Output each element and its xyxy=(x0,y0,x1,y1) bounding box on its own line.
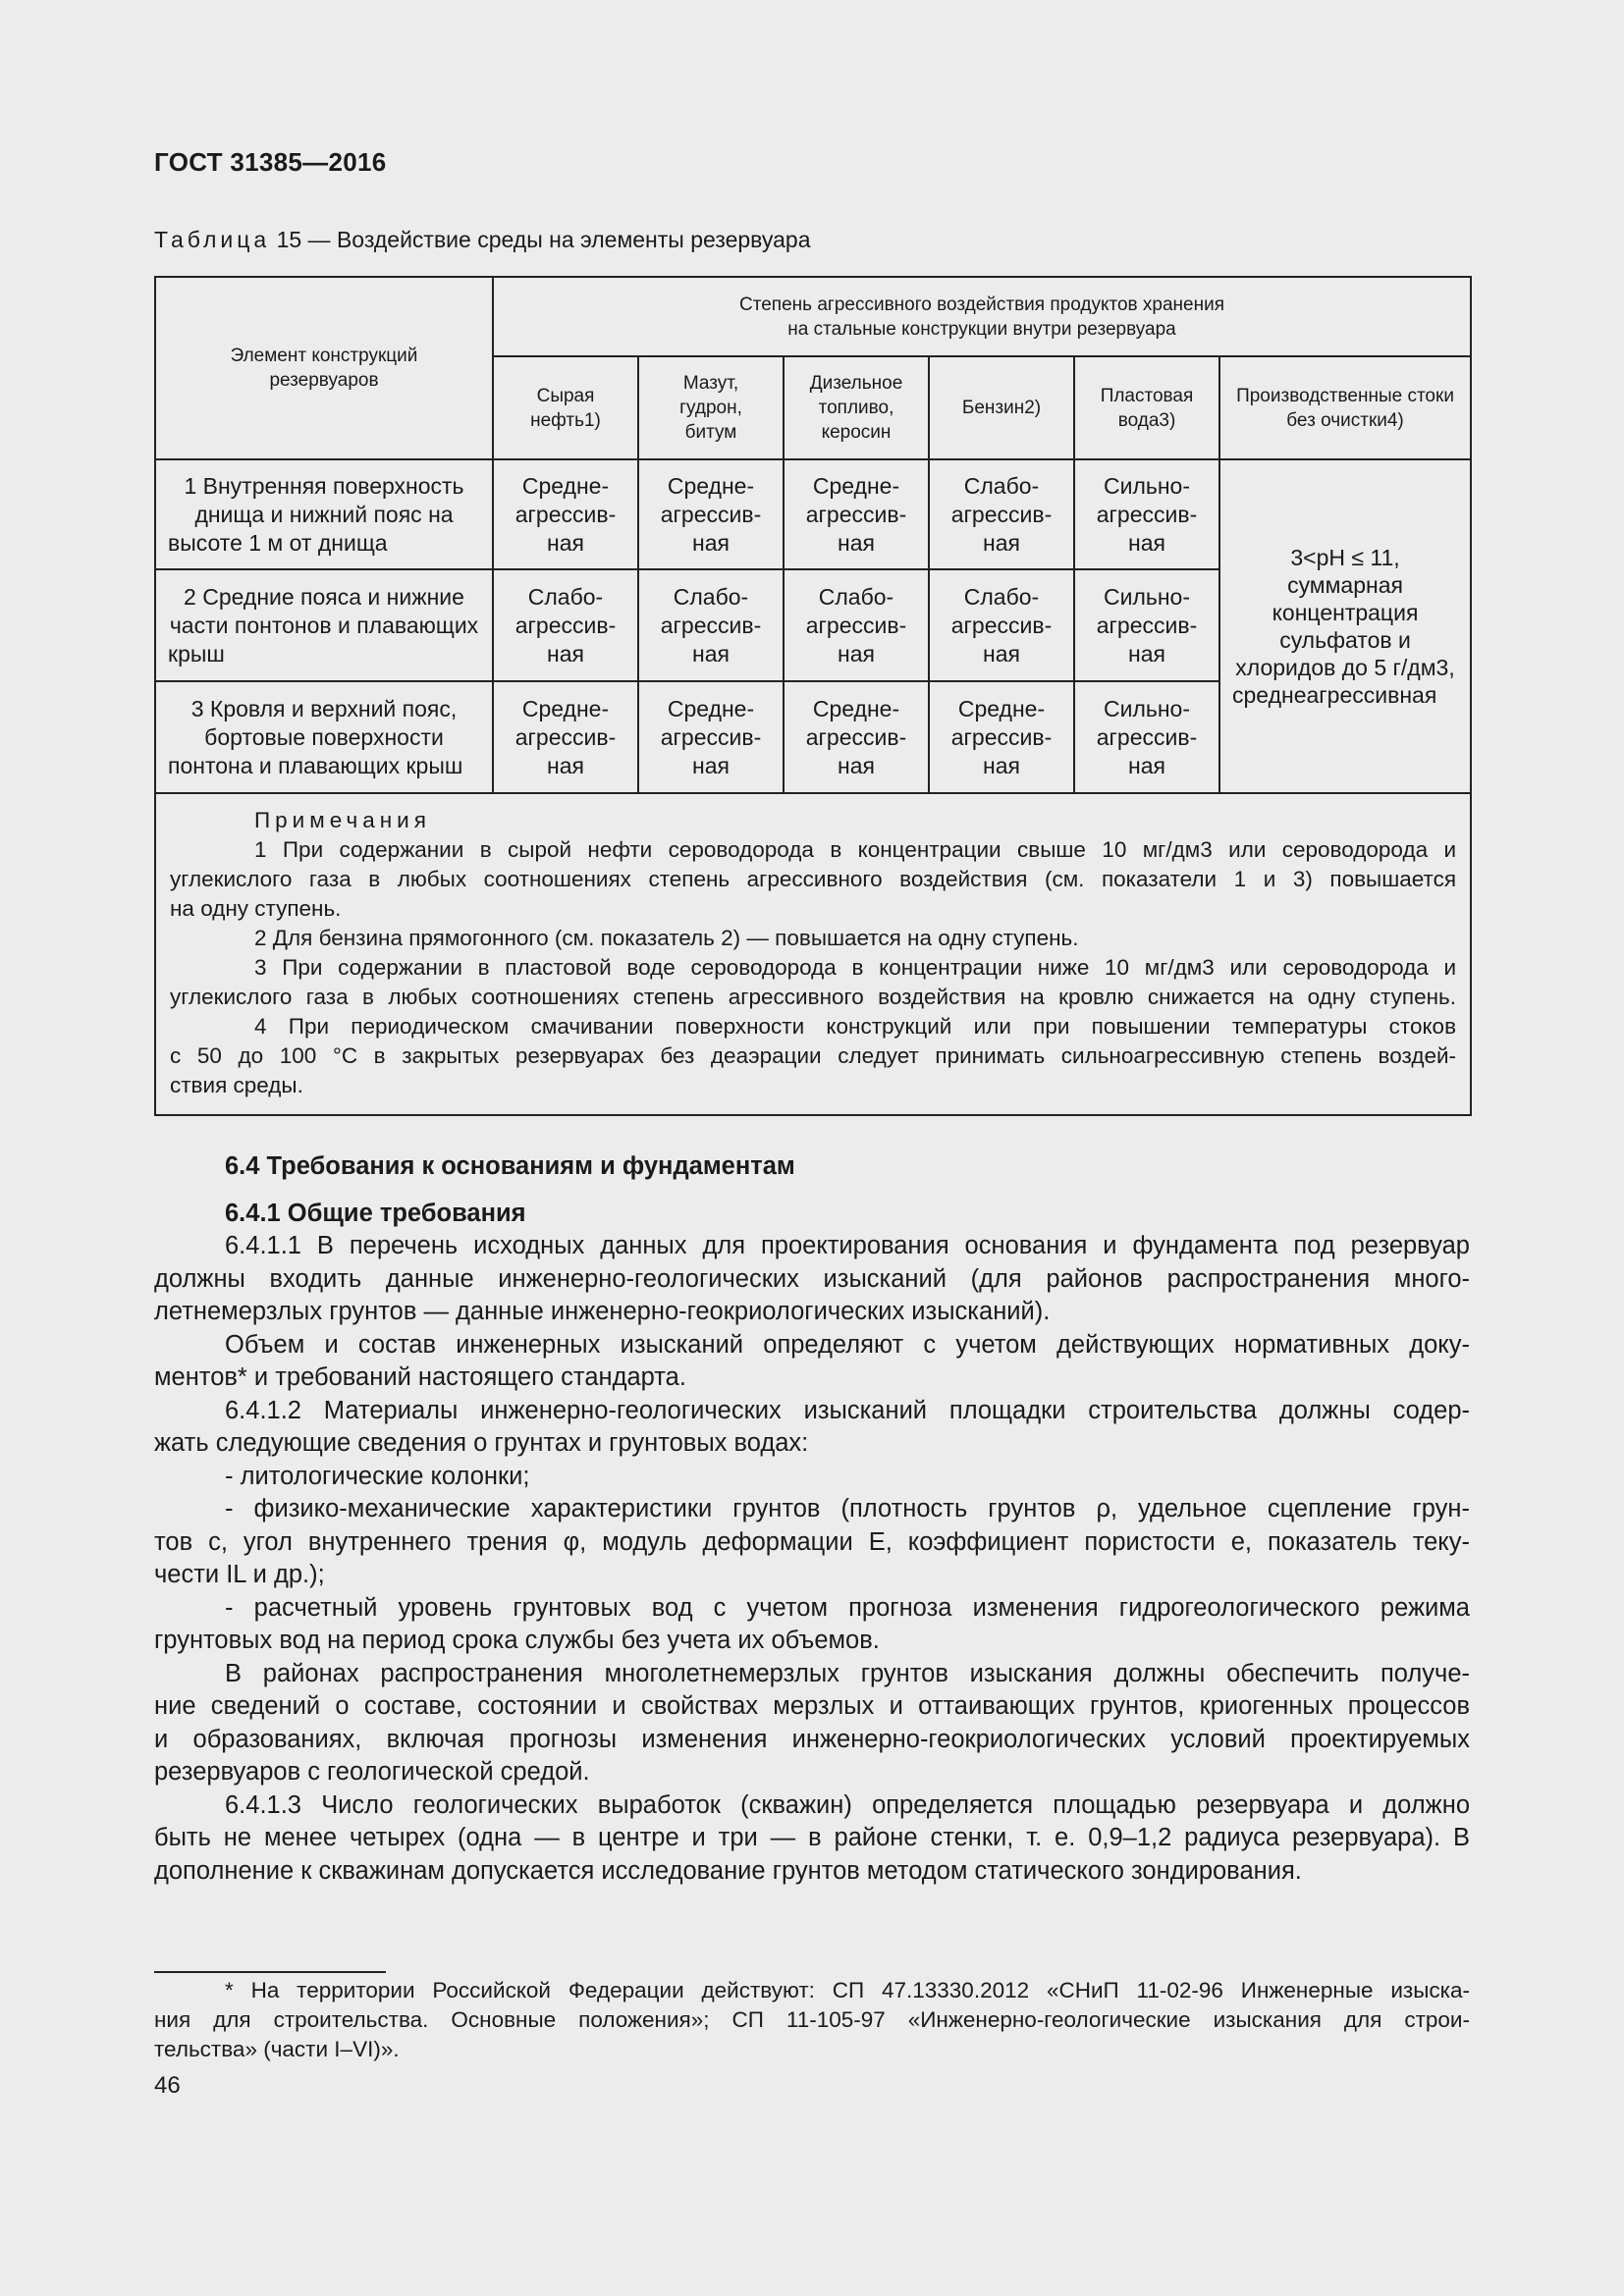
column-group-header xyxy=(493,277,1471,356)
note-line: с 50 до 100 °С в закрытых резервуарах без деаэрации следует принимать сильноагрессивную степень воздей- xyxy=(170,1043,1457,1068)
paragraph-line: ментов* и требований настоящего стандарта. xyxy=(154,1363,686,1391)
environment-impact-table xyxy=(154,276,1472,1116)
note-line: углекислого газа в любых соотношениях степень агрессивного воздействия на кровлю снижается на одну ступень. xyxy=(170,985,1457,1009)
column-header-fuel-oil: Мазут, гудрон, битум xyxy=(638,356,784,459)
paragraph-line: Объем и состав инженерных изысканий определяют с учетом действующих нормативных доку- xyxy=(225,1330,1470,1359)
production-stocks-cell: 3<pH ≤ 11, суммарная концентрация сульфатов и хлоридов до 5 г/дм3, среднеагрессивная xyxy=(1219,459,1471,793)
cell-value: Слабо-агрессив-ная xyxy=(950,472,1053,556)
footnote xyxy=(154,1976,1470,2064)
table-cell xyxy=(638,569,784,681)
paragraph-line: В районах распространения многолетнемерзлых грунтов изыскания должны обеспечить получе- xyxy=(225,1659,1470,1687)
cell-value: Средне-агрессив-ная xyxy=(950,695,1053,778)
footnote-line: тельства» (части I–VI)». xyxy=(154,2037,400,2061)
paragraph-line: чести IL и др.); xyxy=(154,1561,325,1588)
cell-value: Сильно-агрессив-ная xyxy=(1096,695,1198,778)
cell-value: Средне-агрессив-ная xyxy=(660,695,762,778)
column-header-crude-oil: Сырая нефть1) xyxy=(493,356,638,459)
table-cell xyxy=(929,459,1074,569)
list-item: - расчетный уровень грунтовых вод с учетом прогноза изменения гидрогеологического режима xyxy=(225,1593,1470,1622)
paragraph-line: резервуаров с геологической средой. xyxy=(154,1758,590,1786)
cell-value: Сильно-агрессив-ная xyxy=(1096,583,1198,667)
note-line: 1 При содержании в сырой нефти сероводорода в концентрации свыше 10 мг/дм3 или сероводорода и xyxy=(254,837,1457,862)
note-line: 4 При периодическом смачивании поверхности конструкций или при повышении температуры стоков xyxy=(254,1014,1457,1039)
paragraph-line: тов c, угол внутреннего трения φ, модуль деформации E, коэффициент пористости e, показатель теку- xyxy=(154,1527,1470,1556)
cell-value: Средне-агрессив-ная xyxy=(805,472,907,556)
note-line: ствия среды. xyxy=(170,1073,303,1097)
paragraph-line: быть не менее четырех (одна — в центре и три — в районе стенки, т. е. 0,9–1,2 радиуса резервуара). В xyxy=(154,1824,1470,1851)
cell-value: Слабо-агрессив-ная xyxy=(514,583,617,667)
paragraph-line: и образованиях, включая прогнозы изменения инженерно-геокриологических условий проектируемых xyxy=(154,1725,1470,1753)
row-label-3: 3 Кровля и верхний пояс, бортовые поверхности понтона и плавающих крыш xyxy=(155,681,493,793)
table-cell xyxy=(1074,459,1219,569)
note-line: углекислого газа в любых соотношениях степень агрессивного воздействия (см. показатели 1 и 3) повышается xyxy=(170,867,1457,891)
note-line: 3 При содержании в пластовой воде сероводорода в концентрации ниже 10 мг/дм3 или сероводорода и xyxy=(254,955,1457,980)
cell-value: Слабо-агрессив-ная xyxy=(950,583,1053,667)
list-item: - физико-механические характеристики грунтов (плотность грунтов ρ, удельное сцепление грун- xyxy=(225,1495,1470,1522)
table-cell xyxy=(929,569,1074,681)
subsection-heading: 6.4.1 Общие требования xyxy=(225,1199,526,1227)
paragraph-line: 6.4.1.1 В перечень исходных данных для проектирования основания и фундамента под резервуар xyxy=(225,1232,1470,1259)
cell-value: Слабо-агрессив-ная xyxy=(660,583,762,667)
paragraph-line: 6.4.1.3 Число геологических выработок (скважин) определяется площадью резервуара и должно xyxy=(225,1790,1470,1819)
table-caption-prefix: Таблица xyxy=(154,227,271,252)
table-cell xyxy=(493,459,638,569)
column-header-production-stocks: Производственные стоки без очистки4) xyxy=(1219,356,1471,459)
cell-value: Слабо-агрессив-ная xyxy=(805,583,907,667)
table-cell xyxy=(929,681,1074,793)
note-line: на одну ступень. xyxy=(170,896,342,921)
paragraph-line: грунтовых вод на период срока службы без учета их объемов. xyxy=(154,1627,880,1654)
row-label-1: 1 Внутренняя поверхность днища и нижний пояс на высоте 1 м от днища xyxy=(155,459,493,569)
paragraph-line: должны входить данные инженерно-геологических изысканий (для районов распространения много- xyxy=(154,1264,1470,1293)
table-cell xyxy=(784,569,929,681)
table-cell xyxy=(493,681,638,793)
table-cell xyxy=(638,459,784,569)
table-caption xyxy=(154,227,810,253)
table-cell xyxy=(493,569,638,681)
column-group-header-line-1: Степень агрессивного воздействия продуктов хранения xyxy=(739,294,1224,315)
column-header-element-text: Элемент конструкций резервуаров xyxy=(230,346,418,391)
table-cell xyxy=(1074,569,1219,681)
table-caption-text: 15 — Воздействие среды на элементы резервуара xyxy=(270,227,811,252)
table-cell xyxy=(784,681,929,793)
footnote-separator xyxy=(154,1971,386,1973)
column-group-header-line-2: на стальные конструкции внутри резервуара xyxy=(787,318,1176,340)
footnote-line: * На территории Российской Федерации действуют: СП 47.13330.2012 «СНиП 11-02-96 Инженерные изыска- xyxy=(225,1978,1470,2002)
paragraph-line: ние сведений о составе, состоянии и свойствах мерзлых и оттаивающих грунтов, криогенных процессов xyxy=(154,1692,1470,1720)
cell-value: Средне-агрессив-ная xyxy=(514,695,617,778)
list-item: - литологические колонки; xyxy=(225,1462,530,1490)
cell-value: Средне-агрессив-ная xyxy=(660,472,762,556)
row-label-2: 2 Средние пояса и нижние части понтонов и плавающих крыш xyxy=(155,569,493,681)
table-cell xyxy=(638,681,784,793)
note-line: 2 Для бензина прямогонного (см. показатель 2) — повышается на одну ступень. xyxy=(254,926,1079,950)
page-number: 46 xyxy=(154,2072,181,2099)
paragraph-line: летнемерзлых грунтов — данные инженерно-геокриологических изысканий). xyxy=(154,1298,1051,1325)
section-heading: 6.4 Требования к основаниям и фундаментам xyxy=(225,1152,795,1180)
column-header-gasoline: Бензин2) xyxy=(929,356,1074,459)
paragraph-line: дополнение к скважинам допускается исследование грунтов методом статического зондирования. xyxy=(154,1856,1302,1885)
cell-value: Средне-агрессив-ная xyxy=(805,695,907,778)
column-header-formation-water: Пластовая вода3) xyxy=(1074,356,1219,459)
table-cell xyxy=(784,459,929,569)
column-header-element xyxy=(155,277,493,459)
column-header-diesel: Дизельное топливо, керосин xyxy=(784,356,929,459)
document-header: ГОСТ 31385—2016 xyxy=(154,147,387,177)
cell-value: Средне-агрессив-ная xyxy=(514,472,617,556)
section-body xyxy=(154,1150,1470,1888)
paragraph-line: 6.4.1.2 Материалы инженерно-геологических изысканий площадки строительства должны содер- xyxy=(225,1396,1470,1424)
footnote-line: ния для строительства. Основные положения»; СП 11-105-97 «Инженерно-геологические изыскания для строи- xyxy=(154,2007,1470,2032)
cell-value: Сильно-агрессив-ная xyxy=(1096,472,1198,556)
paragraph-line: жать следующие сведения о грунтах и грунтовых водах: xyxy=(154,1429,809,1457)
table-notes xyxy=(155,793,1471,1115)
table-cell xyxy=(1074,681,1219,793)
notes-title: Примечания xyxy=(254,808,431,832)
